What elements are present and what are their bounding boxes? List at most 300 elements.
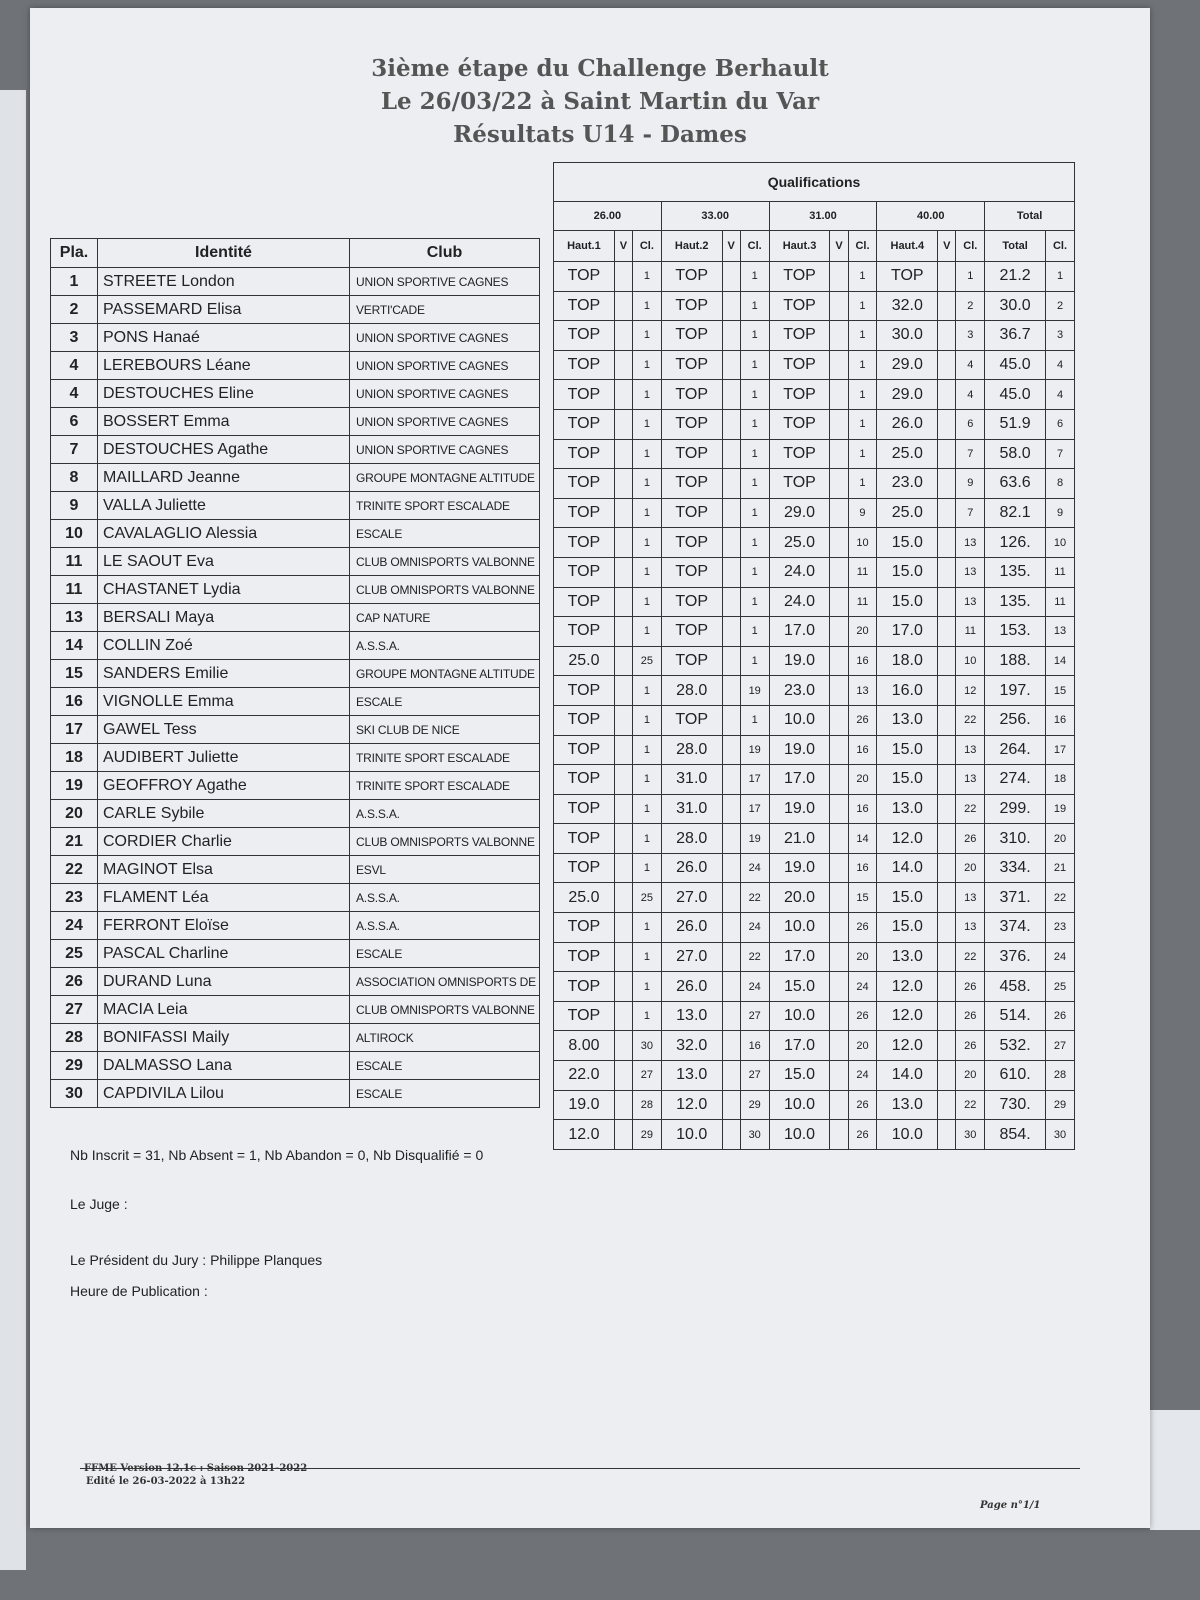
height-cell-route2: TOP xyxy=(661,409,722,439)
v-cell-route4 xyxy=(938,1031,956,1061)
v-cell-route2 xyxy=(722,972,740,1002)
club-cell: ESVL xyxy=(350,856,540,884)
height-cell-route3: 24.0 xyxy=(769,557,830,587)
v-cell-route3 xyxy=(830,291,848,321)
athlete-name-cell: CHASTANET Lydia xyxy=(98,576,350,604)
v-cell-route2 xyxy=(722,291,740,321)
v-cell-route1 xyxy=(614,528,632,558)
height-cell-route2: TOP xyxy=(661,321,722,351)
height-cell-route1: TOP xyxy=(554,705,615,735)
v-cell-route3 xyxy=(830,1090,848,1120)
athlete-name-cell: VALLA Juliette xyxy=(98,492,350,520)
table-row xyxy=(51,632,540,660)
jury-president-line: Le Président du Jury : Philippe Planques xyxy=(70,1252,323,1268)
page-number: Page n°1/1 xyxy=(980,1500,1041,1511)
height-cell-route2: TOP xyxy=(661,617,722,647)
height-cell-route4: 30.0 xyxy=(877,321,938,351)
v-cell-route2 xyxy=(722,262,740,292)
rank-cell-route1: 1 xyxy=(632,913,661,943)
club-cell: CLUB OMNISPORTS VALBONNE xyxy=(350,828,540,856)
height-cell-route1: TOP xyxy=(554,972,615,1002)
table-row xyxy=(51,324,540,352)
rank-cell-route3: 15 xyxy=(848,883,877,913)
height-cell-route3: 19.0 xyxy=(769,646,830,676)
rank-cell-route1: 1 xyxy=(632,557,661,587)
height-cell-route3: 29.0 xyxy=(769,498,830,528)
v-cell-route2 xyxy=(722,1061,740,1091)
club-cell: ESCALE xyxy=(350,940,540,968)
height-cell-route1: TOP xyxy=(554,469,615,499)
placement-cell: 4 xyxy=(51,352,98,380)
athlete-name-cell: SANDERS Emilie xyxy=(98,660,350,688)
rank-cell-route2: 27 xyxy=(740,1061,769,1091)
col-total-cl: Cl. xyxy=(1046,231,1075,262)
rank-cell-route1: 1 xyxy=(632,321,661,351)
height-cell-route4: 15.0 xyxy=(877,557,938,587)
rank-cell-route3: 1 xyxy=(848,350,877,380)
total-score-cell: 374. xyxy=(985,913,1046,943)
total-score-cell: 153. xyxy=(985,617,1046,647)
table-row xyxy=(51,604,540,632)
rank-cell-route4: 4 xyxy=(956,350,985,380)
height-cell-route2: 12.0 xyxy=(661,1090,722,1120)
total-score-cell: 514. xyxy=(985,1001,1046,1031)
height-cell-route2: TOP xyxy=(661,291,722,321)
v-cell-route4 xyxy=(938,765,956,795)
table-row xyxy=(554,646,1075,676)
club-cell: A.S.S.A. xyxy=(350,912,540,940)
v-cell-route1 xyxy=(614,498,632,528)
rank-cell-route2: 1 xyxy=(740,469,769,499)
height-cell-route1: TOP xyxy=(554,528,615,558)
table-row xyxy=(51,520,540,548)
rank-cell-route3: 1 xyxy=(848,262,877,292)
placement-cell: 24 xyxy=(51,912,98,940)
total-score-cell: 36.7 xyxy=(985,321,1046,351)
athlete-name-cell: MAILLARD Jeanne xyxy=(98,464,350,492)
placement-cell: 19 xyxy=(51,772,98,800)
rank-cell-route2: 1 xyxy=(740,646,769,676)
v-cell-route1 xyxy=(614,883,632,913)
total-score-cell: 310. xyxy=(985,824,1046,854)
total-score-cell: 274. xyxy=(985,765,1046,795)
v-cell-route4 xyxy=(938,617,956,647)
table-row xyxy=(51,688,540,716)
col-haut1: Haut.1 xyxy=(554,231,615,262)
rank-cell-route1: 1 xyxy=(632,972,661,1002)
rank-cell-route3: 24 xyxy=(848,972,877,1002)
total-score-cell: 458. xyxy=(985,972,1046,1002)
v-cell-route3 xyxy=(830,735,848,765)
athlete-name-cell: GEOFFROY Agathe xyxy=(98,772,350,800)
total-score-cell: 197. xyxy=(985,676,1046,706)
rank-cell-route2: 17 xyxy=(740,794,769,824)
table-row xyxy=(51,744,540,772)
rank-cell-route3: 20 xyxy=(848,765,877,795)
rank-cell-route1: 1 xyxy=(632,380,661,410)
v-cell-route4 xyxy=(938,350,956,380)
v-cell-route2 xyxy=(722,321,740,351)
table-row xyxy=(51,996,540,1024)
height-cell-route2: 27.0 xyxy=(661,883,722,913)
rank-cell-route2: 1 xyxy=(740,528,769,558)
rank-cell-route1: 27 xyxy=(632,1061,661,1091)
v-cell-route3 xyxy=(830,617,848,647)
height-cell-route1: TOP xyxy=(554,1001,615,1031)
placement-cell: 3 xyxy=(51,324,98,352)
rank-cell-route2: 30 xyxy=(740,1120,769,1150)
v-cell-route4 xyxy=(938,942,956,972)
rank-cell-route3: 1 xyxy=(848,439,877,469)
rank-cell-route4: 10 xyxy=(956,646,985,676)
table-row xyxy=(51,772,540,800)
rank-cell-route2: 1 xyxy=(740,321,769,351)
height-cell-route1: TOP xyxy=(554,735,615,765)
height-cell-route3: 17.0 xyxy=(769,1031,830,1061)
v-cell-route1 xyxy=(614,705,632,735)
height-cell-route2: 32.0 xyxy=(661,1031,722,1061)
v-cell-route1 xyxy=(614,321,632,351)
total-rank-cell: 27 xyxy=(1046,1031,1075,1061)
v-cell-route4 xyxy=(938,824,956,854)
height-cell-route2: 28.0 xyxy=(661,824,722,854)
club-cell: TRINITE SPORT ESCALADE xyxy=(350,744,540,772)
placement-cell: 28 xyxy=(51,1024,98,1052)
height-cell-route2: TOP xyxy=(661,439,722,469)
athlete-name-cell: MAGINOT Elsa xyxy=(98,856,350,884)
height-cell-route3: TOP xyxy=(769,321,830,351)
table-row xyxy=(554,1090,1075,1120)
height-cell-route3: 10.0 xyxy=(769,1120,830,1150)
edited-timestamp: Edité le 26-03-2022 à 13h22 xyxy=(86,1476,246,1487)
v-cell-route3 xyxy=(830,646,848,676)
height-cell-route3: TOP xyxy=(769,409,830,439)
total-rank-cell: 2 xyxy=(1046,291,1075,321)
total-rank-cell: 8 xyxy=(1046,469,1075,499)
table-row xyxy=(554,587,1075,617)
v-cell-route4 xyxy=(938,409,956,439)
placement-cell: 9 xyxy=(51,492,98,520)
v-cell-route2 xyxy=(722,883,740,913)
height-cell-route1: TOP xyxy=(554,853,615,883)
height-cell-route3: TOP xyxy=(769,350,830,380)
table-row xyxy=(51,352,540,380)
height-cell-route3: 17.0 xyxy=(769,765,830,795)
v-cell-route4 xyxy=(938,735,956,765)
total-score-cell: 371. xyxy=(985,883,1046,913)
height-cell-route4: 12.0 xyxy=(877,972,938,1002)
height-cell-route4: 15.0 xyxy=(877,883,938,913)
rank-cell-route2: 1 xyxy=(740,439,769,469)
total-score-cell: 188. xyxy=(985,646,1046,676)
v-cell-route3 xyxy=(830,705,848,735)
v-cell-route3 xyxy=(830,972,848,1002)
club-cell: UNION SPORTIVE CAGNES xyxy=(350,268,540,296)
athlete-name-cell: FERRONT Eloïse xyxy=(98,912,350,940)
placement-cell: 15 xyxy=(51,660,98,688)
rank-cell-route3: 1 xyxy=(848,380,877,410)
height-cell-route1: 25.0 xyxy=(554,646,615,676)
rank-cell-route1: 29 xyxy=(632,1120,661,1150)
height-cell-route4: 32.0 xyxy=(877,291,938,321)
v-cell-route4 xyxy=(938,705,956,735)
rank-cell-route2: 27 xyxy=(740,1001,769,1031)
v-cell-route4 xyxy=(938,557,956,587)
rank-cell-route1: 1 xyxy=(632,350,661,380)
placement-cell: 22 xyxy=(51,856,98,884)
v-cell-route3 xyxy=(830,469,848,499)
table-row xyxy=(51,660,540,688)
height-cell-route2: TOP xyxy=(661,528,722,558)
rank-cell-route1: 1 xyxy=(632,469,661,499)
v-cell-route2 xyxy=(722,942,740,972)
height-cell-route1: TOP xyxy=(554,557,615,587)
software-version: FFME Version 12.1c : Saison 2021-2022 xyxy=(84,1463,308,1474)
total-score-cell: 21.2 xyxy=(985,262,1046,292)
adjacent-sheet-right xyxy=(1150,1410,1200,1530)
v-cell-route3 xyxy=(830,1120,848,1150)
height-cell-route2: 28.0 xyxy=(661,676,722,706)
v-cell-route1 xyxy=(614,765,632,795)
v-cell-route2 xyxy=(722,1120,740,1150)
rank-cell-route3: 26 xyxy=(848,1120,877,1150)
rank-cell-route4: 13 xyxy=(956,765,985,795)
height-cell-route2: TOP xyxy=(661,262,722,292)
placement-cell: 16 xyxy=(51,688,98,716)
rank-cell-route4: 22 xyxy=(956,705,985,735)
height-cell-route4: 13.0 xyxy=(877,705,938,735)
rank-cell-route1: 28 xyxy=(632,1090,661,1120)
col-v3: V xyxy=(830,231,848,262)
height-cell-route3: 19.0 xyxy=(769,853,830,883)
height-cell-route3: 10.0 xyxy=(769,1090,830,1120)
publication-time-line: Heure de Publication : xyxy=(70,1283,208,1299)
v-cell-route4 xyxy=(938,913,956,943)
table-row xyxy=(554,469,1075,499)
height-cell-route2: TOP xyxy=(661,587,722,617)
placement-cell: 10 xyxy=(51,520,98,548)
table-row xyxy=(554,794,1075,824)
v-cell-route2 xyxy=(722,557,740,587)
table-row xyxy=(554,972,1075,1002)
rank-cell-route2: 24 xyxy=(740,972,769,1002)
v-cell-route4 xyxy=(938,676,956,706)
v-cell-route2 xyxy=(722,439,740,469)
table-row xyxy=(554,735,1075,765)
rank-cell-route1: 1 xyxy=(632,262,661,292)
v-cell-route2 xyxy=(722,409,740,439)
table-row xyxy=(554,439,1075,469)
rank-cell-route4: 22 xyxy=(956,794,985,824)
rank-cell-route1: 1 xyxy=(632,291,661,321)
athlete-name-cell: CARLE Sybile xyxy=(98,800,350,828)
height-cell-route2: 31.0 xyxy=(661,794,722,824)
v-cell-route4 xyxy=(938,262,956,292)
v-cell-route4 xyxy=(938,587,956,617)
placement-cell: 4 xyxy=(51,380,98,408)
v-cell-route2 xyxy=(722,1001,740,1031)
athlete-name-cell: DALMASSO Lana xyxy=(98,1052,350,1080)
total-rank-cell: 13 xyxy=(1046,617,1075,647)
v-cell-route3 xyxy=(830,1031,848,1061)
height-cell-route2: 13.0 xyxy=(661,1061,722,1091)
height-cell-route1: TOP xyxy=(554,676,615,706)
athlete-name-cell: CAVALAGLIO Alessia xyxy=(98,520,350,548)
rank-cell-route4: 1 xyxy=(956,262,985,292)
v-cell-route2 xyxy=(722,380,740,410)
table-row xyxy=(51,268,540,296)
rank-cell-route3: 16 xyxy=(848,853,877,883)
rank-cell-route4: 26 xyxy=(956,1031,985,1061)
height-cell-route2: TOP xyxy=(661,646,722,676)
height-cell-route3: 24.0 xyxy=(769,587,830,617)
total-score-cell: 299. xyxy=(985,794,1046,824)
rank-cell-route2: 1 xyxy=(740,380,769,410)
athlete-name-cell: VIGNOLLE Emma xyxy=(98,688,350,716)
v-cell-route2 xyxy=(722,646,740,676)
rank-cell-route4: 7 xyxy=(956,498,985,528)
rank-cell-route3: 9 xyxy=(848,498,877,528)
height-cell-route3: 10.0 xyxy=(769,913,830,943)
rank-cell-route3: 16 xyxy=(848,646,877,676)
height-cell-route2: 31.0 xyxy=(661,765,722,795)
height-cell-route4: 18.0 xyxy=(877,646,938,676)
route3-difficulty: 31.00 xyxy=(769,202,877,231)
height-cell-route2: 13.0 xyxy=(661,1001,722,1031)
table-row xyxy=(554,913,1075,943)
table-row xyxy=(554,705,1075,735)
v-cell-route1 xyxy=(614,1031,632,1061)
athlete-name-cell: BONIFASSI Maily xyxy=(98,1024,350,1052)
ranking-table xyxy=(50,238,540,1108)
table-row xyxy=(51,828,540,856)
rank-cell-route1: 25 xyxy=(632,646,661,676)
v-cell-route3 xyxy=(830,853,848,883)
v-cell-route2 xyxy=(722,676,740,706)
height-cell-route3: TOP xyxy=(769,380,830,410)
rank-cell-route3: 16 xyxy=(848,735,877,765)
header-pla: Pla. xyxy=(51,239,98,268)
height-cell-route4: 25.0 xyxy=(877,439,938,469)
rank-cell-route3: 1 xyxy=(848,409,877,439)
rank-cell-route3: 11 xyxy=(848,587,877,617)
placement-cell: 13 xyxy=(51,604,98,632)
rank-cell-route2: 29 xyxy=(740,1090,769,1120)
height-cell-route3: 10.0 xyxy=(769,1001,830,1031)
table-row xyxy=(554,853,1075,883)
placement-cell: 7 xyxy=(51,436,98,464)
athlete-name-cell: AUDIBERT Juliette xyxy=(98,744,350,772)
height-cell-route4: 15.0 xyxy=(877,587,938,617)
height-cell-route1: TOP xyxy=(554,498,615,528)
rank-cell-route1: 1 xyxy=(632,676,661,706)
athlete-name-cell: DESTOUCHES Agathe xyxy=(98,436,350,464)
rank-cell-route4: 26 xyxy=(956,824,985,854)
total-rank-cell: 20 xyxy=(1046,824,1075,854)
rank-cell-route1: 1 xyxy=(632,735,661,765)
rank-cell-route1: 1 xyxy=(632,942,661,972)
table-row xyxy=(554,824,1075,854)
v-cell-route3 xyxy=(830,380,848,410)
rank-cell-route2: 1 xyxy=(740,587,769,617)
v-cell-route3 xyxy=(830,409,848,439)
total-rank-cell: 16 xyxy=(1046,705,1075,735)
placement-cell: 20 xyxy=(51,800,98,828)
rank-cell-route4: 2 xyxy=(956,291,985,321)
table-row xyxy=(51,800,540,828)
height-cell-route3: TOP xyxy=(769,439,830,469)
table-row xyxy=(554,765,1075,795)
total-rank-cell: 14 xyxy=(1046,646,1075,676)
v-cell-route4 xyxy=(938,794,956,824)
height-cell-route1: TOP xyxy=(554,380,615,410)
height-cell-route4: 16.0 xyxy=(877,676,938,706)
club-cell: ESCALE xyxy=(350,520,540,548)
placement-cell: 8 xyxy=(51,464,98,492)
table-row xyxy=(51,492,540,520)
table-row xyxy=(554,321,1075,351)
athlete-name-cell: CORDIER Charlie xyxy=(98,828,350,856)
v-cell-route4 xyxy=(938,291,956,321)
rank-cell-route2: 22 xyxy=(740,942,769,972)
v-cell-route4 xyxy=(938,469,956,499)
rank-cell-route4: 9 xyxy=(956,469,985,499)
athlete-name-cell: COLLIN Zoé xyxy=(98,632,350,660)
height-cell-route2: TOP xyxy=(661,350,722,380)
v-cell-route3 xyxy=(830,557,848,587)
v-cell-route4 xyxy=(938,380,956,410)
v-cell-route3 xyxy=(830,883,848,913)
v-cell-route4 xyxy=(938,883,956,913)
v-cell-route4 xyxy=(938,972,956,1002)
rank-cell-route1: 1 xyxy=(632,1001,661,1031)
table-row xyxy=(554,942,1075,972)
height-cell-route3: 25.0 xyxy=(769,528,830,558)
club-cell: GROUPE MONTAGNE ALTITUDE xyxy=(350,464,540,492)
height-cell-route1: 8.00 xyxy=(554,1031,615,1061)
col-cl3: Cl. xyxy=(848,231,877,262)
col-v4: V xyxy=(938,231,956,262)
v-cell-route2 xyxy=(722,587,740,617)
v-cell-route2 xyxy=(722,528,740,558)
rank-cell-route1: 1 xyxy=(632,705,661,735)
table-row xyxy=(554,1031,1075,1061)
table-row xyxy=(554,676,1075,706)
total-rank-cell: 19 xyxy=(1046,794,1075,824)
v-cell-route3 xyxy=(830,262,848,292)
height-cell-route1: 12.0 xyxy=(554,1120,615,1150)
height-cell-route3: 20.0 xyxy=(769,883,830,913)
v-cell-route2 xyxy=(722,794,740,824)
club-cell: ESCALE xyxy=(350,1052,540,1080)
v-cell-route3 xyxy=(830,350,848,380)
rank-cell-route4: 12 xyxy=(956,676,985,706)
col-cl2: Cl. xyxy=(740,231,769,262)
v-cell-route1 xyxy=(614,262,632,292)
total-rank-cell: 15 xyxy=(1046,676,1075,706)
route4-difficulty: 40.00 xyxy=(877,202,985,231)
v-cell-route4 xyxy=(938,321,956,351)
table-row xyxy=(554,1120,1075,1150)
athlete-name-cell: FLAMENT Léa xyxy=(98,884,350,912)
placement-cell: 29 xyxy=(51,1052,98,1080)
v-cell-route3 xyxy=(830,765,848,795)
rank-cell-route2: 16 xyxy=(740,1031,769,1061)
total-rank-cell: 6 xyxy=(1046,409,1075,439)
rank-cell-route3: 26 xyxy=(848,1090,877,1120)
v-cell-route3 xyxy=(830,942,848,972)
col-cl1: Cl. xyxy=(632,231,661,262)
